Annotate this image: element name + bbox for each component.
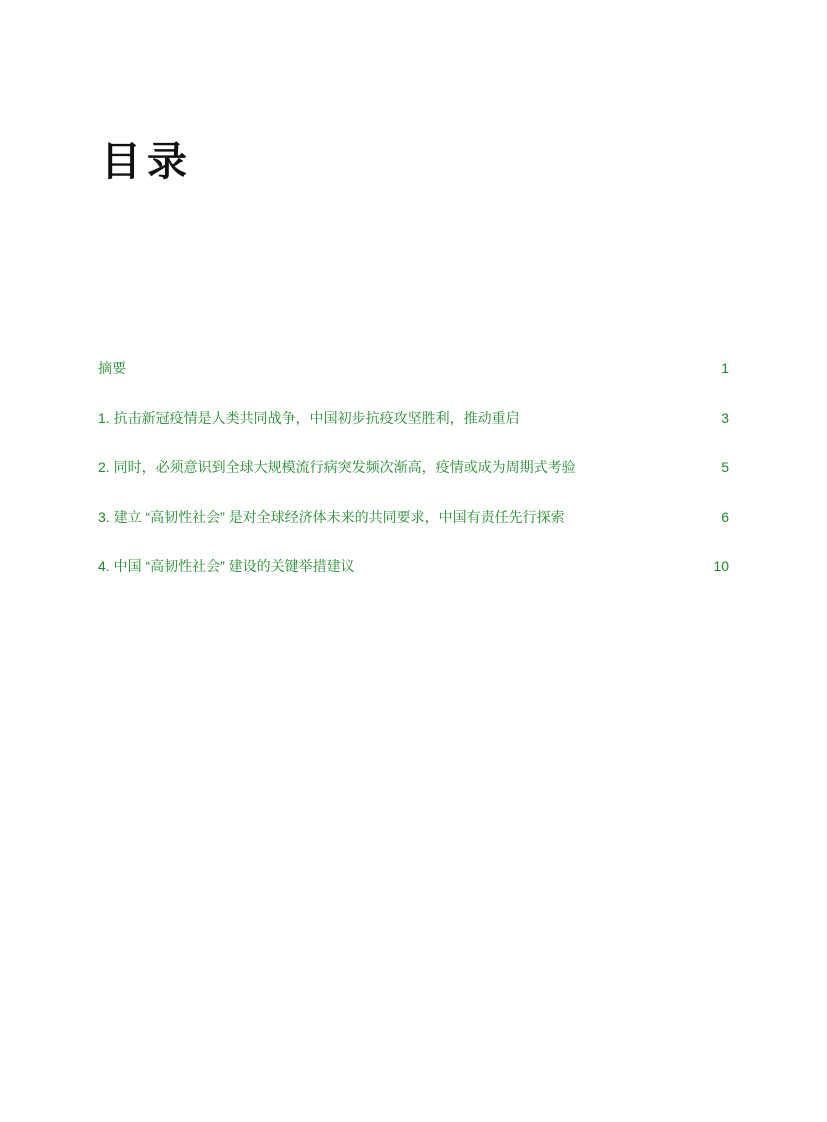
toc-entry-label[interactable]: 4. 中国 “高韧性社会” 建设的关键举措建议 [98, 558, 355, 574]
toc-entry-page-number[interactable]: 10 [713, 558, 729, 574]
toc-entry-page-number[interactable]: 5 [721, 459, 729, 475]
toc-entry-section-2[interactable] [98, 455, 729, 479]
toc-entry-label[interactable]: 1. 抗击新冠疫情是人类共同战争，中国初步抗疫攻坚胜利，推动重启 [98, 409, 520, 426]
toc-entry-page-number[interactable]: 6 [721, 508, 729, 525]
page-title: 目录 [101, 138, 193, 185]
toc-entry-section-4[interactable] [98, 554, 729, 578]
toc-entry-label[interactable]: 摘要 [98, 360, 126, 376]
toc-entry-section-3[interactable] [98, 505, 729, 529]
toc-entry-label[interactable]: 2. 同时，必须意识到全球大规模流行病突发频次渐高，疫情或成为周期式考验 [98, 459, 576, 475]
table-of-contents [98, 356, 729, 604]
toc-entry-page-number[interactable]: 3 [721, 409, 729, 426]
toc-entry-label[interactable]: 3. 建立 “高韧性社会” 是对全球经济体未来的共同要求，中国有责任先行探索 [98, 508, 565, 525]
toc-entry-page-number[interactable]: 1 [721, 360, 729, 376]
toc-entry-summary[interactable] [98, 356, 729, 380]
toc-entry-section-1[interactable] [98, 406, 729, 430]
